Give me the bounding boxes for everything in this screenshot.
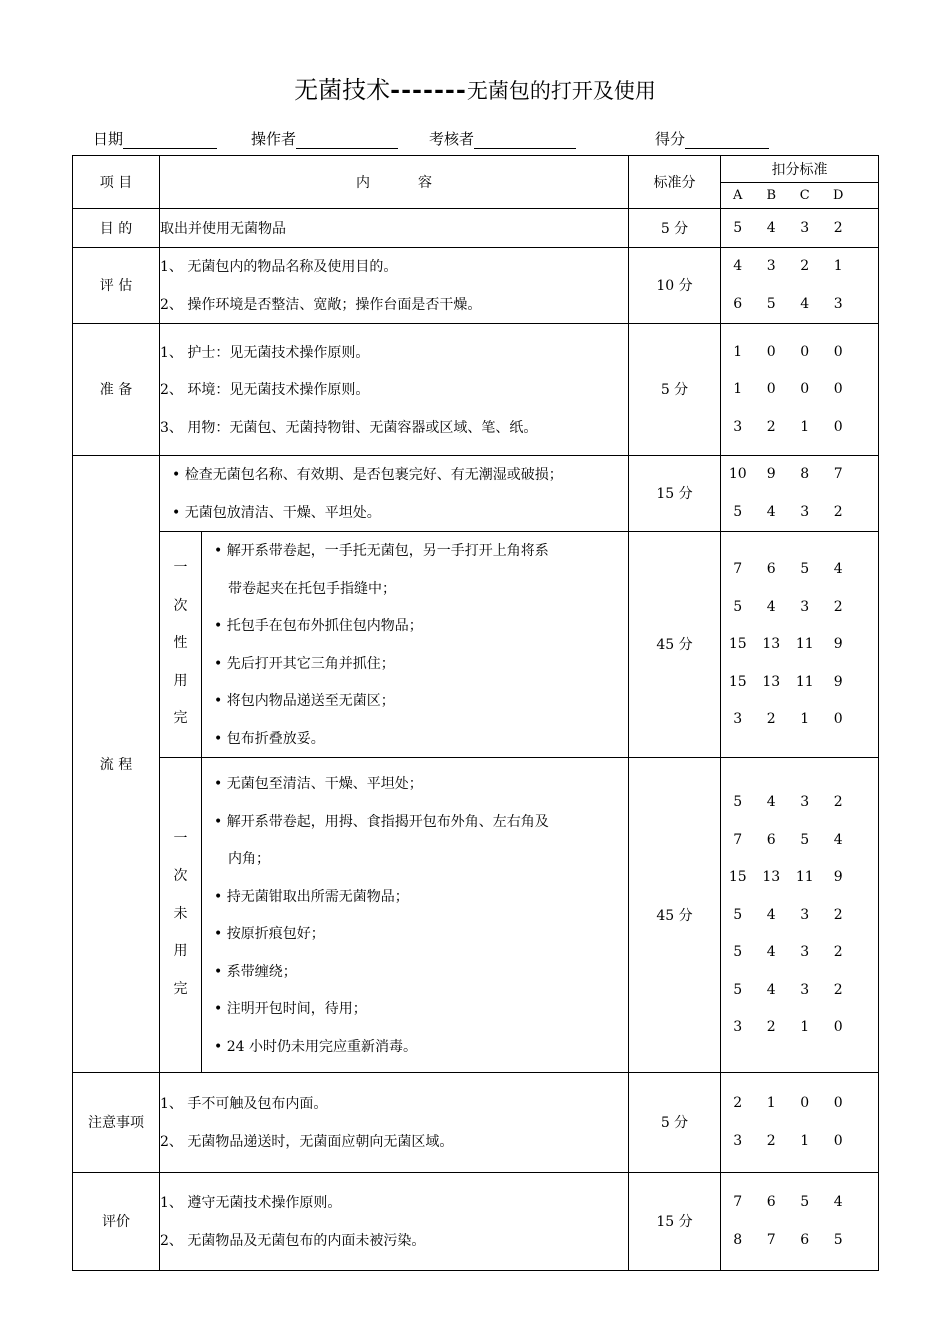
text-line: • 托包手在包布外抓住包内物品； xyxy=(214,618,423,635)
text-line: 3、 用物：无菌包、无菌持物钳、无菌容器或区域、笔、纸。 xyxy=(160,419,538,436)
text-line: • 将包内物品递送至无菌区； xyxy=(214,693,395,710)
score-value: 5 xyxy=(733,906,743,923)
score-row xyxy=(721,370,878,408)
score-value: 7 xyxy=(766,1231,776,1248)
text-line: • 检查无菌包名称、有效期、是否包裹完好、有无潮湿或破损； xyxy=(172,467,563,484)
operator-field xyxy=(251,128,398,149)
score-value: 1 xyxy=(800,711,810,727)
text-line: 带卷起夹在托包手指缝中； xyxy=(228,580,396,597)
score-value: 4 xyxy=(766,944,776,960)
score-value: 2 xyxy=(833,598,843,615)
score-row xyxy=(721,1221,878,1259)
score-value: 0 xyxy=(800,1095,810,1112)
score-value: 1 xyxy=(800,1132,810,1149)
score-value: 0 xyxy=(833,711,843,727)
text-line: • 无菌包至清洁、干燥、平坦处； xyxy=(214,776,423,793)
score-value: 10 xyxy=(728,466,747,483)
date-field xyxy=(93,128,217,149)
score-value: 2 xyxy=(766,711,776,727)
score-blank xyxy=(685,132,769,149)
score-value: 4 xyxy=(833,561,843,577)
score-value: 0 xyxy=(833,418,843,435)
score-value: 0 xyxy=(833,1132,843,1149)
score-value: 2 xyxy=(766,1019,776,1035)
score-value: 4 xyxy=(766,981,776,998)
score-value: 6 xyxy=(766,561,776,577)
score-value: 8 xyxy=(733,1231,743,1248)
score-value: 2 xyxy=(833,981,843,998)
date-blank xyxy=(123,132,217,149)
score-value: 4 xyxy=(800,295,810,312)
purpose-item: 目 的 xyxy=(73,209,160,248)
assess-content xyxy=(160,247,629,323)
score-row xyxy=(721,971,878,1009)
score-value: 2 xyxy=(833,944,843,960)
evaluation-scores xyxy=(721,1172,879,1270)
process-once-label xyxy=(160,531,202,757)
score-value: 13 xyxy=(762,673,781,690)
assess-standard: 10 分 xyxy=(629,247,721,323)
score-value: 15 xyxy=(728,636,747,652)
score-value: 6 xyxy=(766,1194,776,1211)
score-value: 5 xyxy=(800,1194,810,1211)
vertical-label-char: 次 xyxy=(173,868,188,885)
score-row xyxy=(721,625,878,663)
text-line: 1、 无菌包内的物品名称及使用目的。 xyxy=(160,259,398,276)
grade-b: B xyxy=(766,188,777,203)
score-value: 1 xyxy=(800,1019,810,1035)
score-value: 13 xyxy=(762,869,781,885)
score-value: 15 xyxy=(728,673,747,690)
text-line: 1、 遵守无菌技术操作原则。 xyxy=(160,1195,342,1212)
text-line: 1、 手不可触及包布内面。 xyxy=(160,1096,328,1113)
process-partial-label xyxy=(160,757,202,1072)
score-value: 1 xyxy=(766,1095,776,1112)
text-line: 1、 护士：见无菌技术操作原则。 xyxy=(160,344,370,361)
assess-scores xyxy=(721,247,879,323)
text-line: • 注明开包时间，待用； xyxy=(214,1001,367,1018)
score-value: 5 xyxy=(733,794,743,810)
row-assess xyxy=(73,247,879,323)
score-label: 得分 xyxy=(655,130,686,148)
score-value: 6 xyxy=(800,1231,810,1248)
text-line: • 包布折叠放妥。 xyxy=(214,730,325,747)
grade-a: A xyxy=(733,188,743,203)
examiner-label: 考核者 xyxy=(429,130,475,148)
score-row xyxy=(721,933,878,971)
score-row xyxy=(721,408,878,446)
prepare-standard: 5 分 xyxy=(629,323,721,455)
score-value: 5 xyxy=(733,598,743,615)
vertical-label-char: 完 xyxy=(173,980,188,997)
process-partial-content xyxy=(202,757,629,1072)
score-value: 0 xyxy=(800,343,810,360)
score-value: 4 xyxy=(733,258,743,275)
score-value: 5 xyxy=(733,219,743,236)
score-row xyxy=(721,1184,878,1222)
vertical-label-char: 完 xyxy=(173,710,188,727)
score-value: 3 xyxy=(800,219,810,236)
score-value: 4 xyxy=(766,219,776,236)
text-line: 2、 操作环境是否整洁、宽敞；操作台面是否干燥。 xyxy=(160,296,482,313)
assessment-table xyxy=(72,155,879,1271)
score-value: 1 xyxy=(733,381,743,397)
process-check-scores xyxy=(721,455,879,531)
score-value: 5 xyxy=(800,831,810,848)
score-value: 1 xyxy=(733,343,743,360)
score-row xyxy=(721,248,878,286)
score-value: 9 xyxy=(833,636,843,652)
score-row xyxy=(721,858,878,896)
score-value: 4 xyxy=(766,906,776,923)
score-value: 3 xyxy=(733,418,743,435)
score-row xyxy=(721,333,878,371)
process-once-content xyxy=(202,531,629,757)
score-value: 2 xyxy=(833,906,843,923)
process-item: 流 程 xyxy=(73,455,160,1072)
row-process-check xyxy=(73,455,879,531)
score-value: 5 xyxy=(833,1231,843,1248)
score-value: 4 xyxy=(766,794,776,810)
score-row xyxy=(721,1008,878,1046)
score-value: 0 xyxy=(833,343,843,360)
score-value: 4 xyxy=(766,503,776,520)
score-value: 3 xyxy=(833,295,843,312)
score-value: 2 xyxy=(833,219,843,236)
score-value: 6 xyxy=(766,831,776,848)
text-line: • 持无菌钳取出所需无菌物品； xyxy=(214,888,409,905)
vertical-label-char: 用 xyxy=(173,943,188,960)
purpose-scores xyxy=(721,209,879,248)
score-value: 3 xyxy=(800,981,810,998)
score-value: 11 xyxy=(795,673,814,690)
examiner-blank xyxy=(474,132,576,149)
score-value: 7 xyxy=(833,466,843,483)
process-partial-scores xyxy=(721,757,879,1072)
text-line: • 先后打开其它三角并抓住； xyxy=(214,655,395,672)
score-value: 11 xyxy=(795,869,814,885)
operator-blank xyxy=(296,132,398,149)
score-value: 13 xyxy=(762,636,781,652)
score-value: 0 xyxy=(800,381,810,397)
score-value: 0 xyxy=(833,1095,843,1112)
row-notes xyxy=(73,1072,879,1172)
grade-d: D xyxy=(833,188,844,203)
date-label: 日期 xyxy=(93,130,124,148)
row-process-once xyxy=(73,531,879,757)
score-value: 9 xyxy=(766,466,776,483)
score-row xyxy=(721,700,878,738)
score-value: 11 xyxy=(795,636,814,652)
score-value: 7 xyxy=(733,561,743,577)
text-line: • 24 小时仍未用完应重新消毒。 xyxy=(214,1038,417,1055)
vertical-label-char: 次 xyxy=(173,597,188,614)
text-line: • 系带缠绕； xyxy=(214,963,297,980)
score-field xyxy=(655,128,769,149)
score-row xyxy=(721,285,878,323)
row-prepare xyxy=(73,323,879,455)
grade-c: C xyxy=(799,188,810,203)
score-value: 1 xyxy=(833,258,843,275)
text-line: 内角； xyxy=(228,851,270,868)
score-row xyxy=(721,493,878,531)
score-value: 7 xyxy=(733,831,743,848)
row-process-partial xyxy=(73,757,879,1072)
score-value: 4 xyxy=(833,831,843,848)
row-purpose xyxy=(73,209,879,248)
purpose-content: 取出并使用无菌物品 xyxy=(160,209,629,248)
score-value: 4 xyxy=(766,598,776,615)
score-value: 5 xyxy=(733,944,743,960)
process-check-standard: 15 分 xyxy=(629,455,721,531)
header-standard: 标准分 xyxy=(629,156,721,209)
score-row xyxy=(721,896,878,934)
notes-item: 注意事项 xyxy=(73,1072,160,1172)
title-main: 无菌技术 xyxy=(294,76,391,104)
vertical-label-char: 一 xyxy=(173,560,188,577)
score-value: 6 xyxy=(733,295,743,312)
score-value: 3 xyxy=(733,711,743,727)
score-value: 7 xyxy=(733,1194,743,1211)
text-line: 2、 无菌物品及无菌包布的内面未被污染。 xyxy=(160,1232,426,1249)
score-value: 3 xyxy=(800,794,810,810)
score-value: 0 xyxy=(766,381,776,397)
score-value: 0 xyxy=(766,343,776,360)
score-row xyxy=(721,588,878,626)
score-row xyxy=(721,1085,878,1123)
score-value: 2 xyxy=(833,503,843,520)
score-value: 9 xyxy=(833,869,843,885)
vertical-label-char: 性 xyxy=(173,635,188,652)
prepare-content xyxy=(160,323,629,455)
operator-label: 操作者 xyxy=(251,130,297,148)
score-value: 2 xyxy=(766,1132,776,1149)
score-value: 5 xyxy=(766,295,776,312)
prepare-scores xyxy=(721,323,879,455)
document-title xyxy=(0,70,950,105)
score-value: 2 xyxy=(800,258,810,275)
header-content xyxy=(160,156,629,209)
text-line: • 无菌包放清洁、干燥、平坦处。 xyxy=(172,504,381,521)
score-row xyxy=(721,550,878,588)
score-row xyxy=(721,456,878,494)
notes-scores xyxy=(721,1072,879,1172)
score-value: 5 xyxy=(733,503,743,520)
text-line: 2、 环境：见无菌技术操作原则。 xyxy=(160,382,370,398)
evaluation-content xyxy=(160,1172,629,1270)
score-value: 5 xyxy=(800,561,810,577)
header-grades xyxy=(721,183,878,208)
evaluation-standard: 15 分 xyxy=(629,1172,721,1270)
score-value: 1 xyxy=(800,418,810,435)
prepare-item: 准 备 xyxy=(73,323,160,455)
score-value: 0 xyxy=(833,1019,843,1035)
evaluation-item: 评价 xyxy=(73,1172,160,1270)
text-line: • 按原折痕包好； xyxy=(214,926,325,943)
score-value: 0 xyxy=(833,381,843,397)
text-line: • 解开系带卷起，用拇、食指揭开包布外角、左右角及 xyxy=(214,813,549,830)
text-line: 2、 无菌物品递送时，无菌面应朝向无菌区域。 xyxy=(160,1133,454,1150)
score-value: 3 xyxy=(766,258,776,275)
text-line: • 解开系带卷起，一手托无菌包，另一手打开上角将系 xyxy=(214,543,549,560)
score-value: 3 xyxy=(800,503,810,520)
score-value: 3 xyxy=(800,598,810,615)
score-value: 2 xyxy=(833,794,843,810)
score-value: 4 xyxy=(833,1194,843,1211)
score-value: 3 xyxy=(733,1132,743,1149)
score-value: 9 xyxy=(833,673,843,690)
header-item: 项 目 xyxy=(73,156,160,209)
header-content-b: 容 xyxy=(418,175,432,191)
score-value: 15 xyxy=(728,869,747,885)
score-row xyxy=(721,663,878,701)
header-row xyxy=(73,156,879,209)
title-dash: ------- xyxy=(390,75,467,104)
notes-standard: 5 分 xyxy=(629,1072,721,1172)
vertical-label-char: 未 xyxy=(173,905,188,922)
score-value: 3 xyxy=(800,906,810,923)
score-row xyxy=(721,783,878,821)
purpose-standard: 5 分 xyxy=(629,209,721,248)
vertical-label-char: 一 xyxy=(173,830,188,847)
process-partial-standard: 45 分 xyxy=(629,757,721,1072)
score-value: 2 xyxy=(733,1095,743,1112)
score-value: 5 xyxy=(733,981,743,998)
score-row xyxy=(721,1122,878,1160)
score-value: 3 xyxy=(733,1019,743,1035)
header-deduct xyxy=(721,156,879,209)
process-check-content xyxy=(160,455,629,531)
title-sub: 无菌包的打开及使用 xyxy=(466,79,656,103)
header-content-a: 内 xyxy=(356,175,370,191)
assess-item: 评 估 xyxy=(73,247,160,323)
process-once-scores xyxy=(721,531,879,757)
vertical-label-char: 用 xyxy=(173,672,188,689)
process-once-standard: 45 分 xyxy=(629,531,721,757)
row-evaluation xyxy=(73,1172,879,1270)
score-value: 2 xyxy=(766,418,776,435)
score-value: 8 xyxy=(800,466,810,483)
score-row xyxy=(721,209,878,247)
header-deduct-label: 扣分标准 xyxy=(721,156,878,183)
notes-content xyxy=(160,1072,629,1172)
score-value: 3 xyxy=(800,944,810,960)
examiner-field xyxy=(429,128,576,149)
score-row xyxy=(721,821,878,859)
